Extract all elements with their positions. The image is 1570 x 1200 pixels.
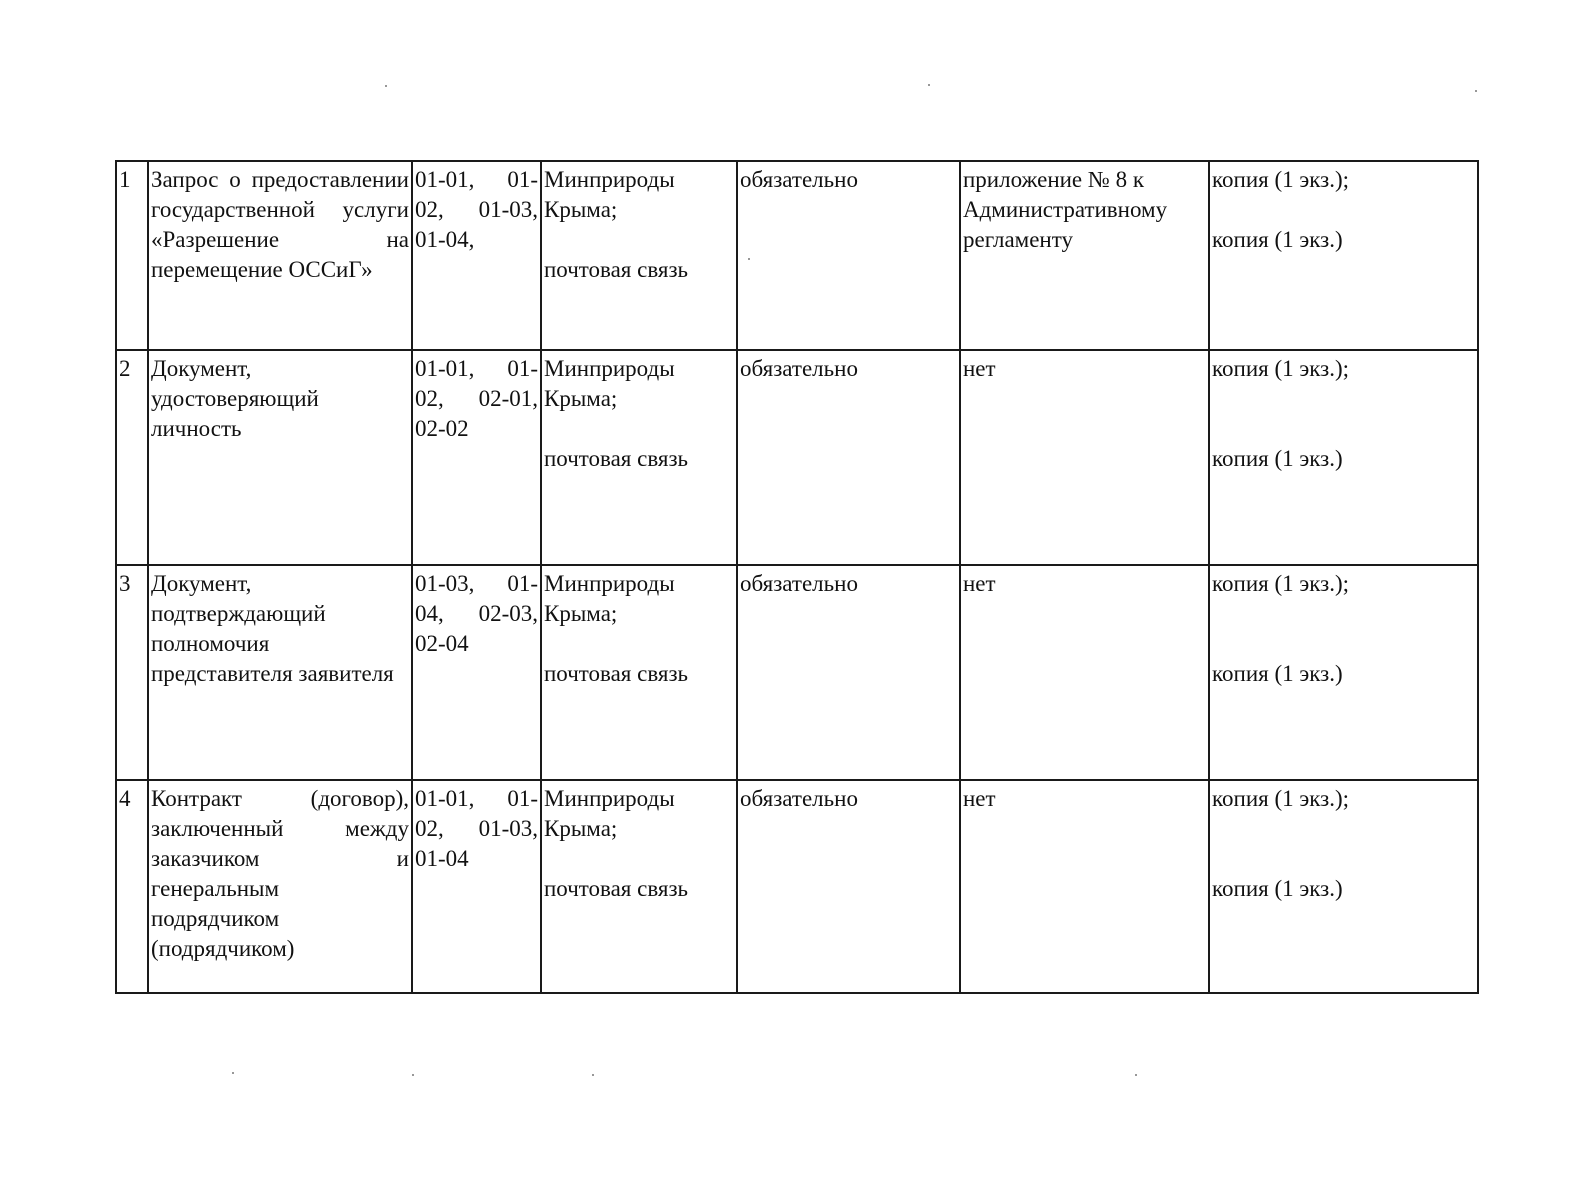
- form-reference: нет: [960, 350, 1209, 565]
- copy-office: копия (1 экз.);: [1212, 571, 1349, 596]
- document-name: Документ, подтверждающий полномочия представителя заявителя: [148, 565, 412, 780]
- row-number: 3: [116, 565, 148, 780]
- submission-channels: [541, 780, 737, 993]
- row-number: 2: [116, 350, 148, 565]
- row-number: 4: [116, 780, 148, 993]
- requirement-status: обязательно: [737, 161, 960, 350]
- document-codes: 01-03, 01-04, 02-03, 02-04: [412, 565, 541, 780]
- channel-office: Минприроды Крыма;: [544, 356, 675, 411]
- submission-channels: [541, 161, 737, 350]
- copy-office: копия (1 экз.);: [1212, 356, 1349, 381]
- channel-post: почтовая связь: [544, 661, 689, 686]
- document-name: Контракт (договор), заключенный между заказчиком и генеральным подрядчиком (подрядчиком): [148, 780, 412, 993]
- channel-post: почтовая связь: [544, 876, 689, 901]
- channel-post: почтовая связь: [544, 257, 689, 282]
- copy-post: копия (1 экз.): [1212, 661, 1343, 686]
- channel-office: Минприроды Крыма;: [544, 167, 675, 222]
- scan-speck: [928, 84, 930, 86]
- copy-requirements: [1209, 565, 1478, 780]
- channel-post: почтовая связь: [544, 446, 689, 471]
- scan-speck: [412, 1074, 414, 1076]
- submission-channels: [541, 350, 737, 565]
- requirement-status: обязательно: [737, 565, 960, 780]
- copy-requirements: [1209, 161, 1478, 350]
- submission-channels: [541, 565, 737, 780]
- table-row: [116, 350, 1478, 565]
- copy-requirements: [1209, 780, 1478, 993]
- document-name: Документ, удостоверяющий личность: [148, 350, 412, 565]
- form-reference: нет: [960, 780, 1209, 993]
- channel-office: Минприроды Крыма;: [544, 571, 675, 626]
- document-name: Запрос о предоставлении государственной услуги «Разрешение на перемещение ОССиГ»: [148, 161, 412, 350]
- table-row: [116, 565, 1478, 780]
- document-codes: 01-01, 01-02, 01-03, 01-04: [412, 780, 541, 993]
- scan-speck: [748, 258, 750, 260]
- scan-speck: [1475, 90, 1477, 92]
- requirement-status: обязательно: [737, 350, 960, 565]
- form-reference: приложение № 8 к Административному регламенту: [960, 161, 1209, 350]
- scan-speck: [385, 85, 387, 87]
- copy-post: копия (1 экз.): [1212, 227, 1343, 252]
- scan-speck: [1135, 1074, 1137, 1076]
- copy-post: копия (1 экз.): [1212, 876, 1343, 901]
- channel-office: Минприроды Крыма;: [544, 786, 675, 841]
- requirement-status: обязательно: [737, 780, 960, 993]
- copy-post: копия (1 экз.): [1212, 446, 1343, 471]
- scan-speck: [232, 1072, 234, 1074]
- row-number: 1: [116, 161, 148, 350]
- form-reference: нет: [960, 565, 1209, 780]
- copy-office: копия (1 экз.);: [1212, 167, 1349, 192]
- copy-requirements: [1209, 350, 1478, 565]
- table-row: [116, 161, 1478, 350]
- document-codes: 01-01, 01-02, 02-01, 02-02: [412, 350, 541, 565]
- table-row: [116, 780, 1478, 993]
- copy-office: копия (1 экз.);: [1212, 786, 1349, 811]
- document-codes: 01-01, 01-02, 01-03, 01-04,: [412, 161, 541, 350]
- scan-speck: [592, 1074, 594, 1076]
- documents-table: [115, 160, 1479, 994]
